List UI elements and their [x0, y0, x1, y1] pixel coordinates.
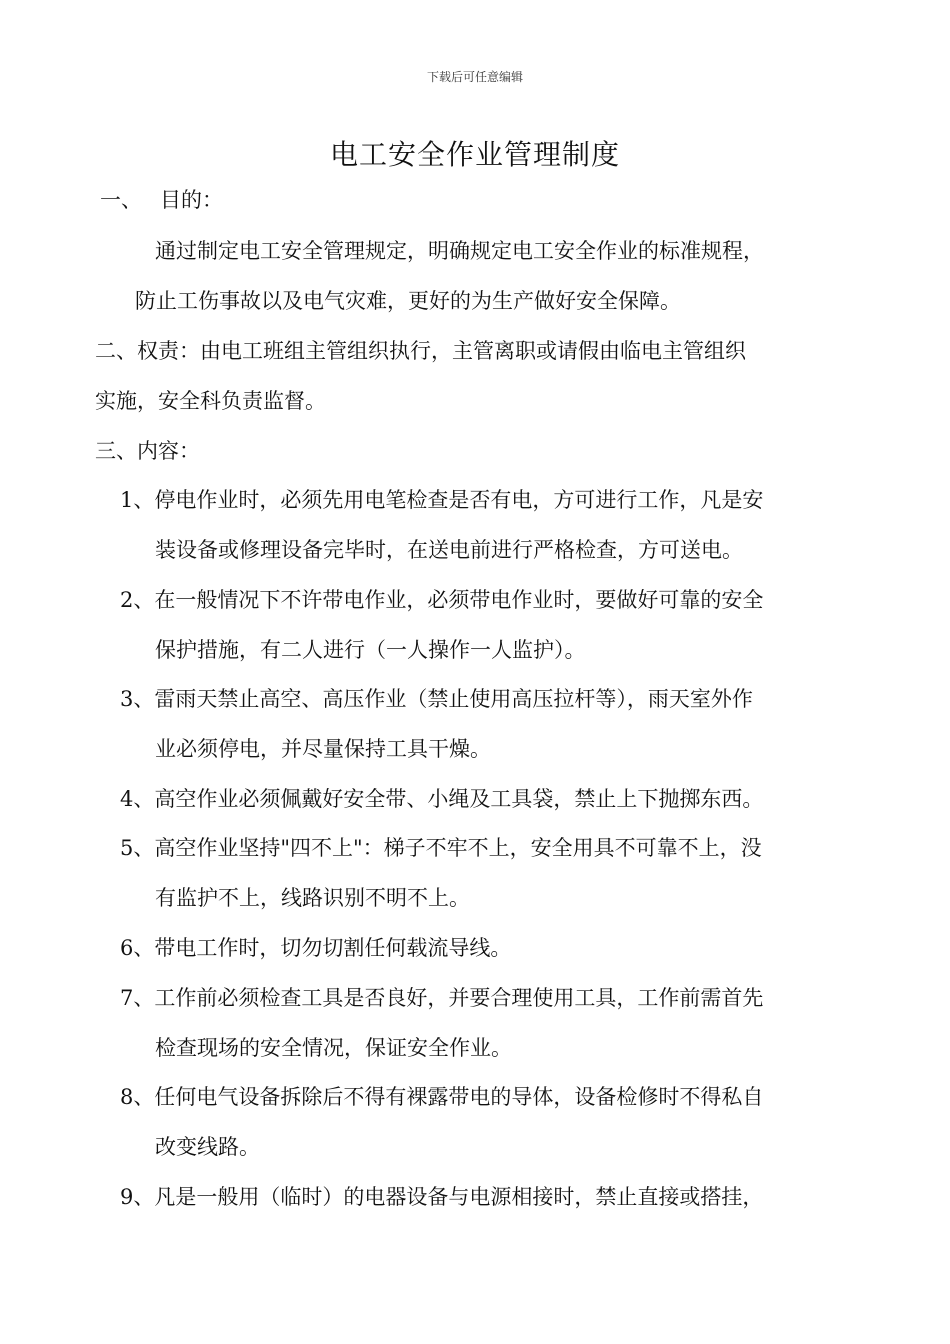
list-item-line: 装设备或修理设备完毕时，在送电前进行严格检查，方可送电。: [155, 538, 743, 562]
list-item-line: 5、高空作业坚持"四不上"：梯子不牢不上，安全用具不可靠不上，没: [120, 836, 762, 860]
list-item-line: 3、雷雨天禁止高空、高压作业（禁止使用高压拉杆等），雨天室外作: [120, 687, 753, 711]
list-item-line: 改变线路。: [155, 1135, 260, 1159]
section-1-body-line-1: 通过制定电工安全管理规定，明确规定电工安全作业的标准规程，: [155, 239, 764, 263]
list-item-line: 业必须停电，并尽量保持工具干燥。: [155, 737, 491, 761]
list-item-line: 6、带电工作时，切勿切割任何载流导线。: [120, 936, 512, 960]
list-item-line: 4、高空作业必须佩戴好安全带、小绳及工具袋，禁止上下抛掷东西。: [120, 787, 764, 811]
list-item-line: 保护措施，有二人进行（一人操作一人监护）。: [155, 638, 586, 662]
list-item-line: 9、凡是一般用（临时）的电器设备与电源相接时，禁止直接或搭挂，: [120, 1185, 764, 1209]
section-3-heading: 三、内容：: [95, 439, 200, 463]
section-1-heading: 目的：: [160, 188, 223, 212]
document-title: 电工安全作业管理制度: [329, 138, 620, 171]
section-1-body-line-2: 防止工伤事故以及电气灾难，更好的为生产做好安全保障。: [135, 289, 681, 313]
list-item-line: 有监护不上，线路识别不明不上。: [155, 886, 470, 910]
section-1-number: 一、: [100, 188, 142, 212]
list-item-line: 7、工作前必须检查工具是否良好，并要合理使用工具，工作前需首先: [120, 986, 764, 1010]
header-note: 下载后可任意编辑: [426, 70, 523, 84]
section-2-line-2: 实施，安全科负责监督。: [95, 389, 326, 413]
list-item-line: 1、停电作业时，必须先用电笔检查是否有电，方可进行工作，凡是安: [120, 488, 764, 512]
list-item-line: 2、在一般情况下不许带电作业，必须带电作业时，要做好可靠的安全: [120, 588, 764, 612]
list-item-line: 检查现场的安全情况，保证安全作业。: [155, 1036, 512, 1060]
section-2-line-1: 二、权责：由电工班组主管组织执行，主管离职或请假由临电主管组织: [95, 339, 746, 363]
list-item-line: 8、任何电气设备拆除后不得有裸露带电的导体，设备检修时不得私自: [120, 1085, 764, 1109]
